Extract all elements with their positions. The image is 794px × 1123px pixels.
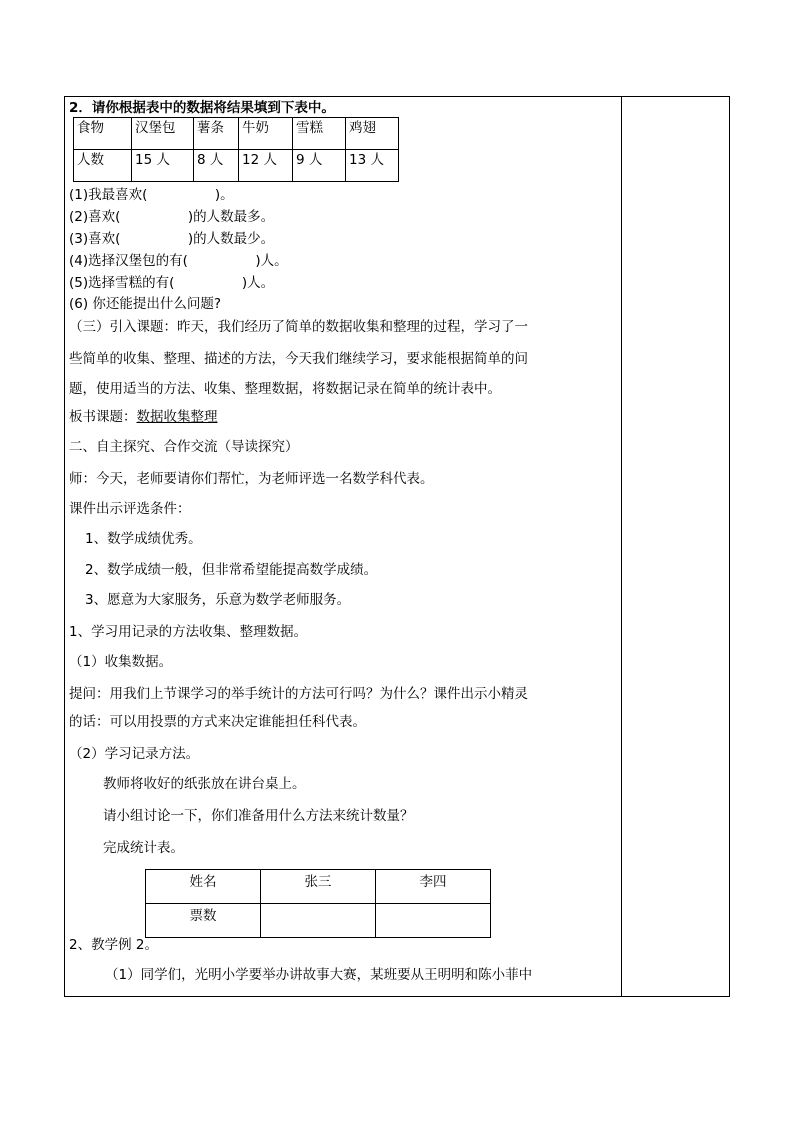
intro-line: 些简单的收集、整理、描述的方法，今天我们继续学习，要求能根据简单的问 (69, 351, 528, 367)
table-cell: 人数 (74, 150, 132, 182)
board-title-prefix: 板书课题： (69, 409, 137, 425)
step-heading: 1、学习用记录的方法收集、整理数据。 (69, 624, 308, 640)
table-cell: 张三 (261, 870, 376, 904)
question-1: (1)我最喜欢( )。 (69, 187, 234, 203)
table-cell (261, 904, 376, 938)
table-cell: 牛奶 (239, 118, 293, 150)
table-row (146, 904, 491, 938)
question-line: 提问：用我们上节课学习的举手统计的方法可行吗？为什么？课件出示小精灵 (69, 686, 528, 702)
q2-title: 2．请你根据表中的数据将结果填到下表中。 (69, 100, 335, 116)
criteria-label: 课件出示评选条件： (69, 501, 191, 517)
food-table (73, 117, 399, 182)
table-cell: 汉堡包 (132, 118, 194, 150)
table-cell: 8 人 (194, 150, 239, 182)
step-line: 完成统计表。 (103, 840, 184, 856)
board-title: 数据收集整理 (136, 409, 218, 425)
vote-table (145, 869, 491, 938)
question-6: (6) 你还能提出什么问题? (69, 296, 222, 312)
table-row (74, 150, 399, 182)
criterion-item: 2、数学成绩一般，但非常希望能提高数学成绩。 (85, 562, 378, 578)
intro-line: 题，使用适当的方法、收集、整理数据，将数据记录在简单的统计表中。 (69, 381, 501, 397)
step-line: 教师将收好的纸张放在讲台桌上。 (103, 776, 306, 792)
table-cell: 票数 (146, 904, 261, 938)
question-4: (4)选择汉堡包的有( )人。 (69, 253, 288, 269)
table-cell: 12 人 (239, 150, 293, 182)
table-cell: 9 人 (293, 150, 346, 182)
column-divider (621, 96, 622, 997)
question-3: (3)喜欢( )的人数最少。 (69, 231, 275, 247)
question-line: 的话：可以用投票的方式来决定谁能担任科代表。 (69, 714, 366, 730)
table-row (74, 118, 399, 150)
example-heading: 2、教学例 2。 (69, 937, 158, 953)
table-cell: 鸡翅 (346, 118, 399, 150)
collect-heading: （1）收集数据。 (69, 654, 173, 670)
table-cell: 15 人 (132, 150, 194, 182)
criterion-item: 1、数学成绩优秀。 (85, 531, 202, 547)
step-line: 请小组讨论一下，你们准备用什么方法来统计数量？ (103, 808, 414, 824)
board-title-line (69, 407, 218, 427)
table-cell: 薯条 (194, 118, 239, 150)
section-heading: 二、自主探究、合作交流（导读探究） (69, 439, 299, 455)
criterion-item: 3、愿意为大家服务，乐意为数学老师服务。 (85, 592, 351, 608)
record-heading: （2）学习记录方法。 (69, 746, 200, 762)
table-cell (376, 904, 491, 938)
table-row (146, 870, 491, 904)
example-line: （1）同学们，光明小学要举办讲故事大赛，某班要从王明明和陈小菲中 (105, 967, 533, 983)
question-5: (5)选择雪糕的有( )人。 (69, 275, 275, 291)
question-2: (2)喜欢( )的人数最多。 (69, 209, 275, 225)
table-cell: 食物 (74, 118, 132, 150)
table-cell: 李四 (376, 870, 491, 904)
teacher-line: 师：今天，老师要请你们帮忙，为老师评选一名数学科代表。 (69, 471, 434, 487)
intro-line: （三）引入课题：昨天，我们经历了简单的数据收集和整理的过程，学习了一 (69, 319, 528, 335)
table-cell: 雪糕 (293, 118, 346, 150)
table-cell: 姓名 (146, 870, 261, 904)
table-cell: 13 人 (346, 150, 399, 182)
